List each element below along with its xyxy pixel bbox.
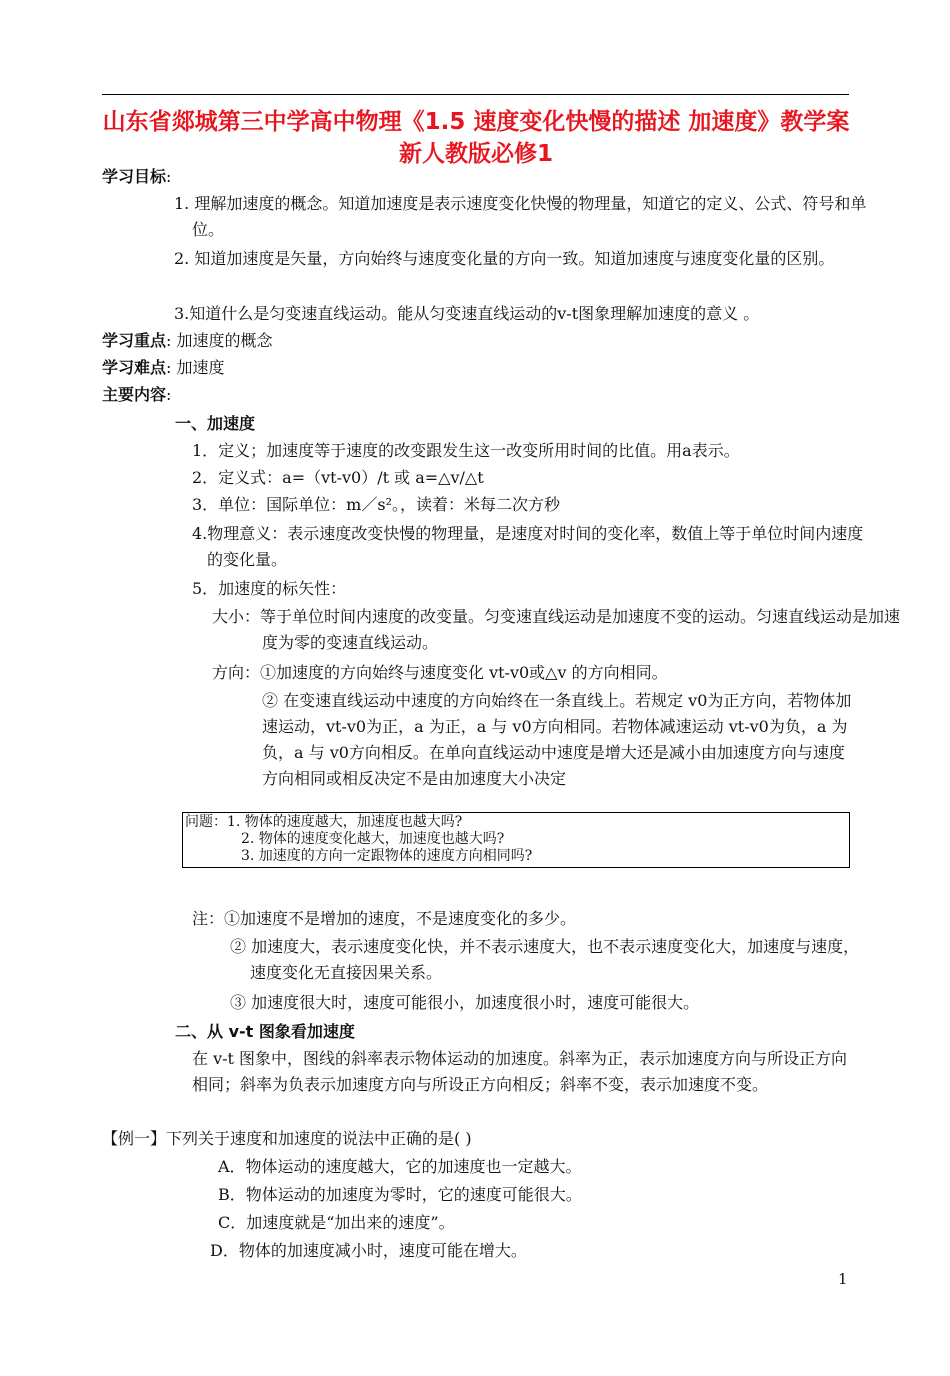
example1-option-a: A．物体运动的速度越大，它的加速度也一定越大。: [218, 1157, 582, 1176]
questions-box: [182, 812, 850, 868]
example1-question: 【例一】下列关于速度和加速度的说法中正确的是( ): [102, 1129, 472, 1148]
note-2: ② 加速度大，表示速度变化快，并不表示速度大，也不表示速度变化大，加速度与速度，速度变化无直接因果关系。: [230, 937, 860, 982]
section2-body: 在 v-t 图象中，图线的斜率表示物体运动的加速度。斜率为正，表示加速度方向与所设正方向相同；斜率为负表示加速度方向与所设正方向相反；斜率不变，表示加速度不变。: [192, 1049, 848, 1094]
key-point: 学习重点: 加速度的概念: [102, 331, 273, 350]
section1-item-meaning: 4.物理意义：表示速度改变快慢的物理量，是速度对时间的变化率，数值上等于单位时间内速度的变化量。: [192, 524, 864, 569]
section2-heading: 二、从 v-t 图象看加速度: [175, 1022, 355, 1041]
main-content-heading: 主要内容:: [102, 385, 172, 404]
section1-item-formula: 2．定义式：a=（vt-v0）/t 或 a=△v/△t: [192, 468, 484, 487]
example1-option-c: C．加速度就是“加出来的速度”。: [218, 1213, 455, 1232]
section1-heading: 一、加速度: [175, 414, 256, 433]
section1-item-vector: 5．加速度的标矢性：: [192, 579, 347, 598]
section1-item-definition: 1．定义；加速度等于速度的改变跟发生这一改变所用时间的比值。用a表示。: [192, 441, 740, 460]
objective-item-3: 3.知道什么是匀变速直线运动。能从匀变速直线运动的v-t图象理解加速度的意义 。: [174, 304, 760, 323]
section1-direction-2: ② 在变速直线运动中速度的方向始终在一条直线上。若规定 v0为正方向，若物体加速运动，vt-v0为正，a 为正，a 与 v0方向相同。若物体减速运动 vt-v0为负，a 为负，a 与 v0方向相反。在单向直线运动中速度是增大还是减小由加速度方向与速度方向相同或相反决定不是由加速度大小决定: [262, 691, 852, 788]
objective-item-1: 1. 理解加速度的概念。知道加速度是表示速度变化快慢的物理量，知道它的定义、公式、符号和单位。: [174, 194, 867, 239]
question-1: 问题：1. 物体的速度越大，加速度也越大吗?: [185, 814, 463, 830]
note-3: ③ 加速度很大时，速度可能很小，加速度很小时，速度可能很大。: [230, 993, 700, 1012]
question-3: 3. 加速度的方向一定跟物体的速度方向相同吗?: [241, 848, 533, 864]
note-1: 注：①加速度不是增加的速度，不是速度变化的多少。: [192, 909, 577, 928]
example1-option-b: B．物体运动的加速度为零时，它的速度可能很大。: [218, 1185, 582, 1204]
difficulty: 学习难点: 加速度: [102, 358, 225, 377]
section1-item-unit: 3．单位：国际单位：m／s²。，读着：米每二次方秒: [192, 495, 560, 514]
header-rule: [102, 94, 849, 95]
question-2: 2. 物体的速度变化越大，加速度也越大吗?: [241, 831, 505, 847]
section1-magnitude: 大小：等于单位时间内速度的改变量。匀变速直线运动是加速度不变的运动。匀速直线运动是加速度为零的变速直线运动。: [212, 607, 901, 652]
objective-item-2: 2. 知道加速度是矢量，方向始终与速度变化量的方向一致。知道加速度与速度变化量的区别。: [174, 249, 835, 268]
document-title: 山东省郯城第三中学高中物理《1.5 速度变化快慢的描述 加速度》教学案 新人教版必修1: [102, 109, 850, 167]
page-number: 1: [838, 1270, 848, 1288]
section1-direction-1: 方向：①加速度的方向始终与速度变化 vt-v0或△v 的方向相同。: [212, 663, 668, 682]
example1-option-d: D．物体的加速度减小时，速度可能在增大。: [210, 1241, 527, 1260]
objectives-heading: 学习目标:: [102, 167, 172, 186]
